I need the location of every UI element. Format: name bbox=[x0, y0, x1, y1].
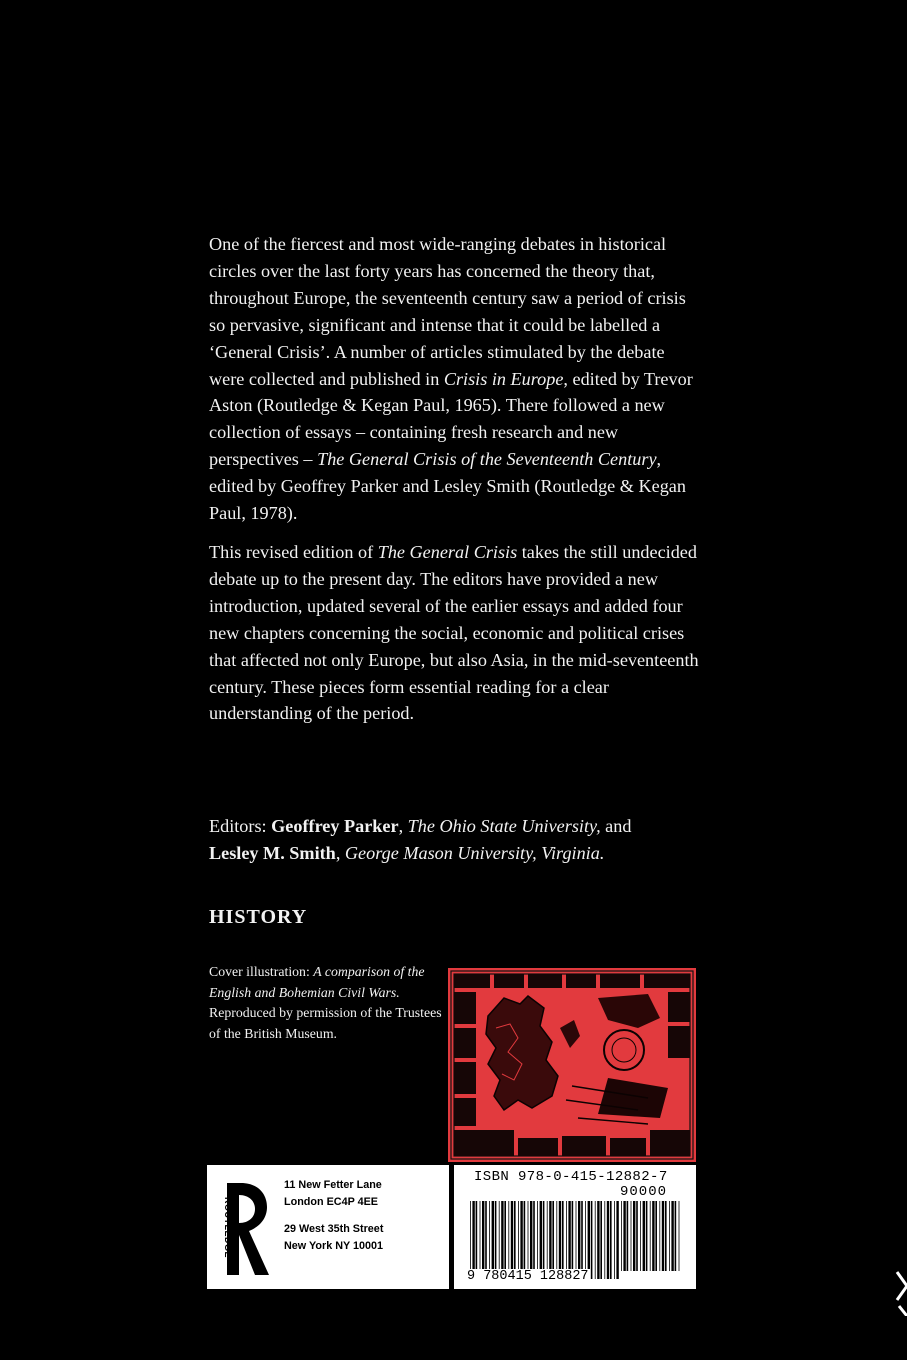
barcode-bar bbox=[591, 1201, 593, 1279]
barcode-bar bbox=[646, 1201, 648, 1271]
barcode-bar bbox=[675, 1201, 677, 1271]
barcode-number: 9 780415 128827 bbox=[467, 1269, 589, 1284]
barcode-bar bbox=[623, 1201, 625, 1271]
barcode-bar bbox=[495, 1201, 497, 1279]
text-run: This revised edition of bbox=[209, 541, 378, 562]
addon-barcode-bars bbox=[620, 1201, 680, 1271]
barcode-bar bbox=[607, 1201, 609, 1279]
barcode-bar bbox=[552, 1201, 554, 1279]
barcode-bar bbox=[669, 1201, 670, 1271]
cover-illustration-image bbox=[448, 968, 696, 1162]
barcode-bar bbox=[492, 1201, 494, 1279]
barcode-bar bbox=[604, 1201, 605, 1279]
barcode-bar bbox=[621, 1201, 622, 1271]
barcode-bar bbox=[518, 1201, 519, 1279]
barcode-bar bbox=[540, 1201, 542, 1279]
editor-2-affiliation: George Mason University, Virginia. bbox=[344, 843, 605, 863]
barcode-bar bbox=[514, 1201, 516, 1279]
barcode-bar bbox=[530, 1201, 532, 1279]
barcode-bar bbox=[597, 1201, 599, 1279]
barcode-bar bbox=[501, 1201, 503, 1279]
barcode-bar bbox=[472, 1201, 474, 1279]
barcode-bar bbox=[568, 1201, 570, 1279]
barcode-bar bbox=[562, 1201, 564, 1279]
barcode-bar bbox=[543, 1201, 545, 1279]
address-us-line-2: New York NY 10001 bbox=[284, 1240, 384, 1252]
barcode-bar bbox=[585, 1201, 586, 1279]
barcode-bar bbox=[476, 1201, 478, 1279]
barcode-bar bbox=[650, 1201, 651, 1271]
barcode-bar bbox=[499, 1201, 500, 1279]
barcode-bar bbox=[576, 1201, 577, 1279]
barcode-bar bbox=[566, 1201, 567, 1279]
italic-title-run: The General Crisis bbox=[377, 541, 518, 562]
barcode-bar bbox=[578, 1201, 580, 1279]
address-uk-line-2: London EC4P 4EE bbox=[284, 1196, 378, 1208]
barcode-bar bbox=[533, 1201, 535, 1279]
cover-credit-title: A comparison of the English and Bohemian Civil Wars. bbox=[209, 964, 425, 1000]
barcode-bar bbox=[671, 1201, 673, 1271]
barcode-bar bbox=[652, 1201, 654, 1271]
publisher-address bbox=[284, 1177, 383, 1255]
editor-2-name: Lesley M. Smith bbox=[209, 843, 336, 863]
barcode-bar bbox=[588, 1201, 590, 1279]
back-cover-blurb bbox=[209, 231, 699, 739]
editors-and: and bbox=[600, 816, 632, 836]
editors-label: Editors: bbox=[209, 816, 272, 836]
editor-1-name: Geoffrey Parker bbox=[271, 816, 399, 836]
category-label: HISTORY bbox=[209, 906, 308, 928]
barcode-bar bbox=[508, 1201, 509, 1279]
barcode-bar bbox=[489, 1201, 490, 1279]
barcode-bar bbox=[679, 1201, 680, 1271]
blurb-paragraph-1 bbox=[209, 231, 699, 527]
isbn-barcode-panel bbox=[454, 1165, 696, 1289]
editor-1-affiliation: The Ohio State University, bbox=[407, 816, 601, 836]
barcode-bar bbox=[480, 1201, 481, 1279]
barcode-bar bbox=[549, 1201, 551, 1279]
barcode-bar bbox=[470, 1201, 471, 1279]
barcode-bar bbox=[581, 1201, 583, 1279]
text-run: takes the still undecided debate up to the present day. The editors have provided a new introduction, updated several of the earlier essays and added four new chapters concerning the social, economic and political crises that affected not only Europe, but also Asia, in the mid-seventeenth century. These pieces form essential reading for a clear understanding of the period. bbox=[209, 541, 699, 724]
text-run: One of the fiercest and most wide-ranging debates in historical circles over the last forty years has concerned the theory that, throughout Europe, the seventeenth century saw a period of crisis so pervasive, significant and intense that it could be labelled a ‘General Crisis’. A number of articles stimulated by the debate were collected and published in bbox=[209, 234, 686, 389]
barcode-bar bbox=[633, 1201, 635, 1271]
barcode-bar bbox=[616, 1201, 618, 1279]
barcode-bar bbox=[643, 1201, 645, 1271]
barcode-bar bbox=[655, 1201, 657, 1271]
blurb-paragraph-2 bbox=[209, 539, 699, 727]
barcode-bar bbox=[572, 1201, 574, 1279]
routledge-logo-text: ROUTLEDGE bbox=[223, 1197, 233, 1259]
corner-mark-icon bbox=[895, 1268, 907, 1316]
barcode-bar bbox=[511, 1201, 513, 1279]
barcode-bar bbox=[485, 1201, 487, 1279]
barcode-bar bbox=[659, 1201, 660, 1271]
cover-illustration-credit bbox=[209, 962, 444, 1044]
barcode-bar bbox=[627, 1201, 629, 1271]
address-uk-line-1: 11 New Fetter Lane bbox=[284, 1179, 382, 1191]
barcode-bar bbox=[504, 1201, 506, 1279]
address-us-line-1: 29 West 35th Street bbox=[284, 1223, 384, 1235]
barcode-bar bbox=[636, 1201, 638, 1271]
barcode-bar bbox=[631, 1201, 632, 1271]
barcode-bar bbox=[547, 1201, 548, 1279]
publisher-panel bbox=[207, 1165, 449, 1289]
editors-credit: Editors: Geoffrey Parker, The Ohio State University, and Lesley M. Smith, George Mason University, Virginia. bbox=[209, 816, 632, 863]
barcode-bar bbox=[556, 1201, 557, 1279]
barcode-bar bbox=[524, 1201, 526, 1279]
text-run: , edited by Trevor Aston (Routledge & Kegan Paul, 1965). There followed a new collection of essays – containing fresh research and new perspectives – bbox=[209, 368, 693, 470]
ean-barcode-bars bbox=[469, 1201, 619, 1279]
barcode-bar bbox=[559, 1201, 561, 1279]
barcode-bar bbox=[528, 1201, 529, 1279]
routledge-logo bbox=[215, 1175, 273, 1281]
italic-title-run: The General Crisis of the Seventeenth Century bbox=[317, 449, 657, 470]
barcode-bar bbox=[640, 1201, 641, 1271]
barcode-bar bbox=[614, 1201, 615, 1279]
barcode-bar bbox=[662, 1201, 664, 1271]
barcode-bar bbox=[665, 1201, 667, 1271]
italic-title-run: Crisis in Europe bbox=[443, 368, 564, 389]
barcode-bar bbox=[610, 1201, 612, 1279]
barcode-bar bbox=[482, 1201, 484, 1279]
barcode-bar bbox=[520, 1201, 522, 1279]
isbn-label: ISBN 978-0-415-12882-7 bbox=[474, 1169, 668, 1185]
cover-credit-permission: Reproduced by permission of the Trustees of the British Museum. bbox=[209, 1005, 442, 1041]
price-code: 90000 bbox=[620, 1184, 668, 1200]
cover-credit-label: Cover illustration: bbox=[209, 964, 314, 979]
barcode-bar bbox=[537, 1201, 538, 1279]
barcode-bar bbox=[595, 1201, 596, 1279]
text-run: , edited by Geoffrey Parker and Lesley Smith (Routledge & Kegan Paul, 1978). bbox=[209, 449, 686, 524]
barcode-bar bbox=[600, 1201, 602, 1279]
